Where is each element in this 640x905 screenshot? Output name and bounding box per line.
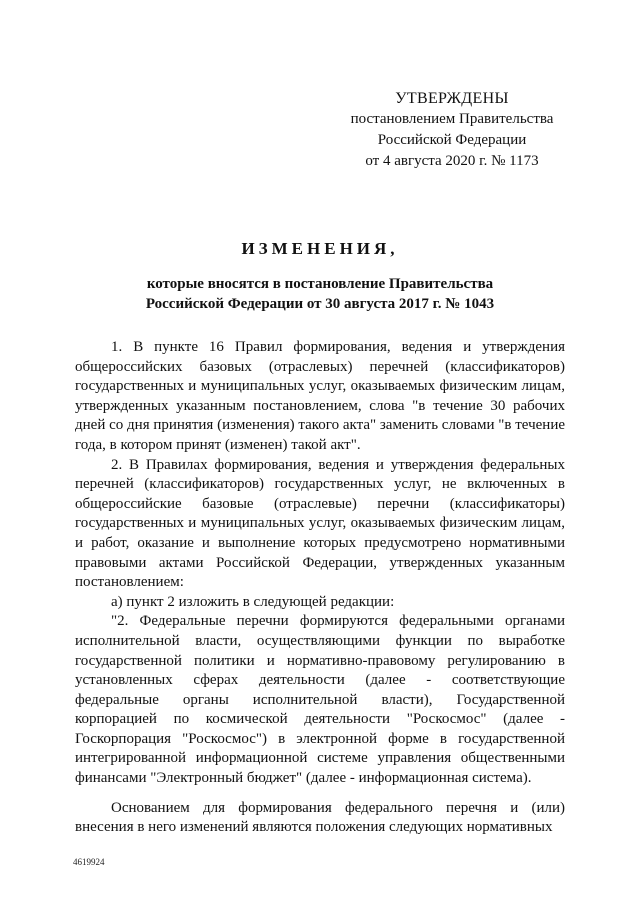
document-body — [75, 338, 565, 838]
document-subtitle — [75, 274, 565, 314]
document-title: ИЗМЕНЕНИЯ, — [241, 239, 399, 258]
paragraph-4: "2. Федеральные перечни формируются федеральными органами исполнительной власти, осуществляющими функции по выработке государственной политики и нормативно-правовому регулированию в установленных сферах деятельности (далее - соответствующие федеральные органы исполнительной власти), Государственной корпорацией по космической деятельности "Роскосмос" (далее - Госкорпорация "Роскосмос") в электронной форме в государственной интегрированной информационной системе управления общественными финансами "Электронный бюджет" (далее - информационная система). — [75, 613, 565, 787]
document-heading — [75, 238, 565, 314]
subtitle-line-1: которые вносятся в постановление Правительства — [146, 276, 494, 292]
subtitle-line-2: Российской Федерации от 30 августа 2017 г. № 1043 — [145, 296, 495, 312]
approval-line-2: Российской Федерации — [377, 132, 527, 148]
document-code: 4619924 — [73, 857, 105, 867]
paragraph-3: а) пункт 2 изложить в следующей редакции: — [111, 593, 395, 610]
paragraph-5: Основанием для формирования федерального перечня и (или) внесения в него изменений являются положения следующих нормативных — [75, 799, 565, 836]
approval-line-1: постановлением Правительства — [350, 111, 554, 127]
approval-title: УТВЕРЖДЕНЫ — [395, 90, 509, 107]
paragraph-1: 1. В пункте 16 Правил формирования, ведения и утверждения общероссийских базовых (отраслевых) перечней (классификаторов) государственных и муниципальных услуг, оказываемых физическим лицам, утвержденных указанным постановлением, слова "в течение 30 рабочих дней со дня принятия (изменения) такого акта" заменить словами "в течение года, в котором принят (изменен) такой акт". — [75, 339, 565, 453]
approval-line-3: от 4 августа 2020 г. № 1173 — [365, 153, 539, 169]
approval-block — [330, 88, 574, 172]
paragraph-2: 2. В Правилах формирования, ведения и утверждения федеральных перечней (классификаторов) государственных услуг, не включенных в общероссийские базовые (отраслевые) перечни (классификаторы) государственных и муниципальных услуг, оказываемых физическим лицам, и работ, оказание и выполнение которых предусмотрено нормативными правовыми актами Российской Федерации, утвержденных указанным постановлением: — [75, 456, 565, 591]
